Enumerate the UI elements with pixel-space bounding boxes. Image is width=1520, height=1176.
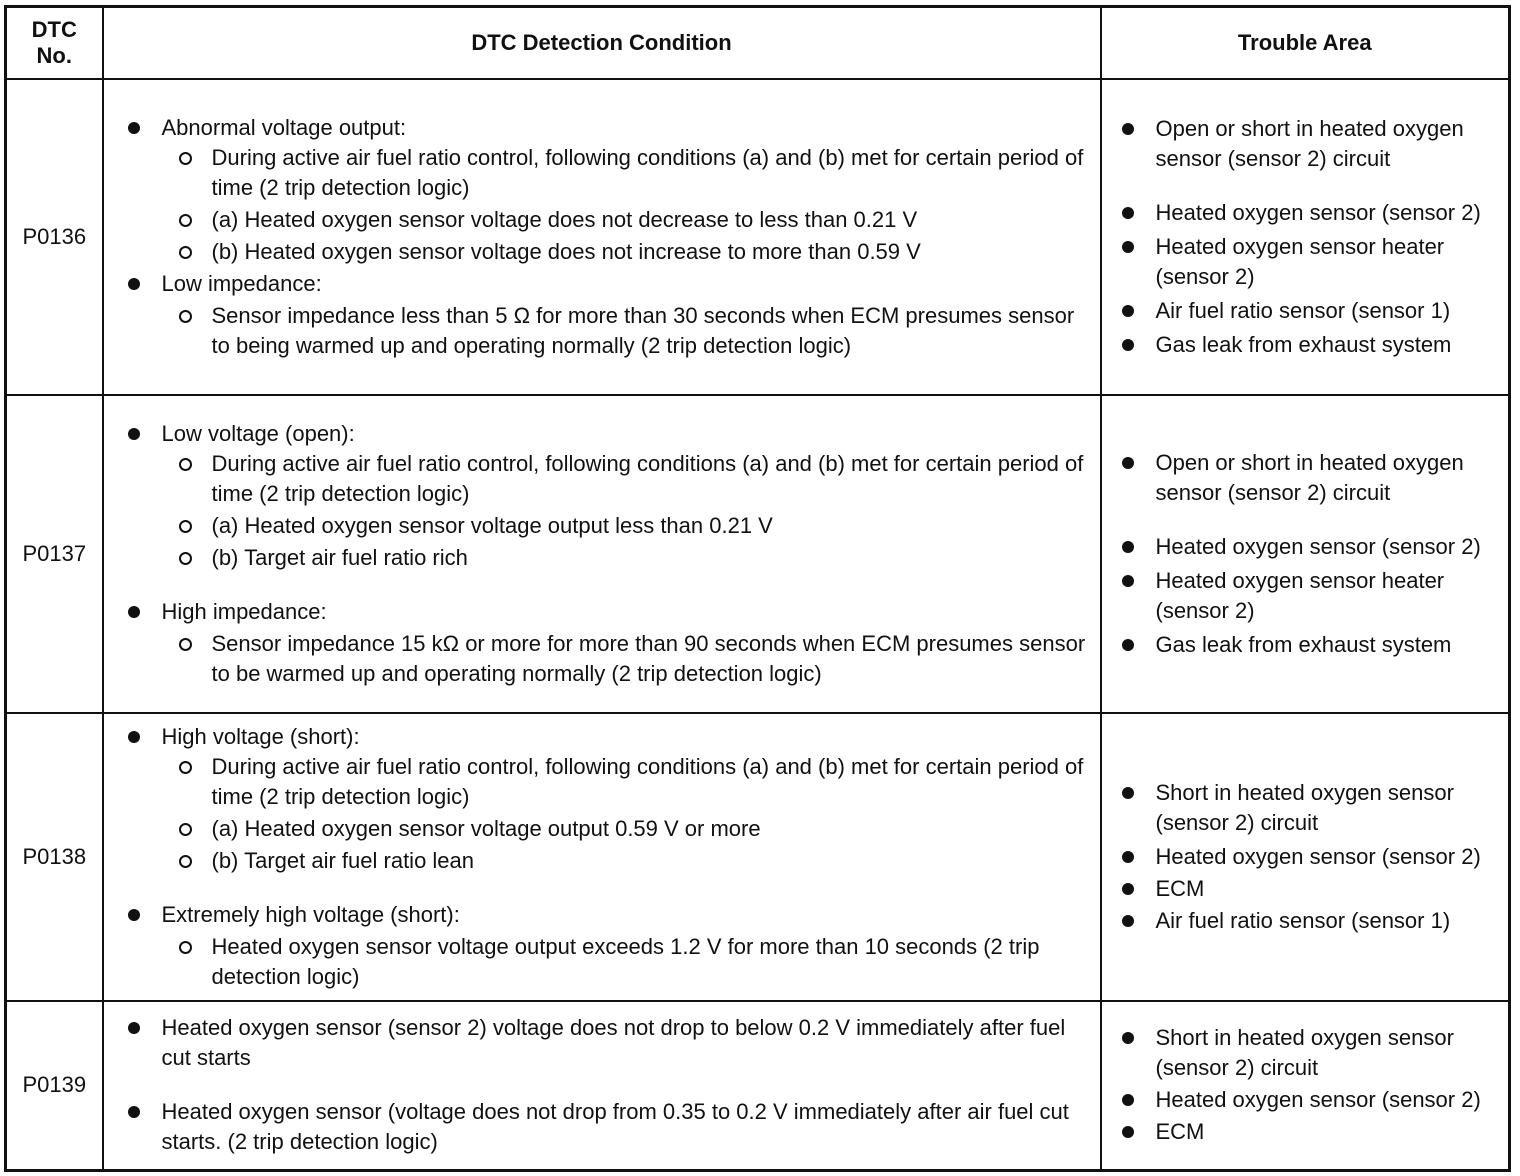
trouble-area-item: ECM <box>1122 1117 1503 1147</box>
dtc-code: P0139 <box>6 1001 103 1171</box>
condition-item: Extremely high voltage (short): <box>128 900 1094 930</box>
detection-condition-cell <box>103 395 1101 713</box>
trouble-area-item: ECM <box>1122 874 1503 904</box>
condition-subitem: (b) Target air fuel ratio lean <box>128 846 1094 876</box>
condition-subitem: (a) Heated oxygen sensor voltage output less than 0.21 V <box>128 511 1094 541</box>
header-detection-condition: DTC Detection Condition <box>103 7 1101 79</box>
condition-item: High impedance: <box>128 597 1094 627</box>
condition-item: Low voltage (open): <box>128 419 1094 449</box>
table-row <box>6 79 1510 395</box>
condition-subitem: (b) Heated oxygen sensor voltage does not increase to more than 0.59 V <box>128 237 1094 267</box>
dtc-code: P0138 <box>6 713 103 1001</box>
trouble-area-cell <box>1101 1001 1510 1171</box>
condition-subitem: Heated oxygen sensor voltage output exceeds 1.2 V for more than 10 seconds (2 trip detection logic) <box>128 932 1094 992</box>
dtc-code: P0136 <box>6 79 103 395</box>
condition-subitem: (a) Heated oxygen sensor voltage does not decrease to less than 0.21 V <box>128 205 1094 235</box>
condition-subitem: Sensor impedance less than 5 Ω for more than 30 seconds when ECM presumes sensor to being warmed up and operating normally (2 trip detection logic) <box>128 301 1094 361</box>
trouble-area-item: Heated oxygen sensor (sensor 2) <box>1122 1085 1503 1115</box>
trouble-area-item: Heated oxygen sensor heater (sensor 2) <box>1122 566 1503 626</box>
detection-condition-cell <box>103 713 1101 1001</box>
trouble-area-item: Air fuel ratio sensor (sensor 1) <box>1122 906 1503 936</box>
trouble-area-item: Heated oxygen sensor (sensor 2) <box>1122 198 1503 228</box>
trouble-area-cell <box>1101 395 1510 713</box>
trouble-area-item: Heated oxygen sensor (sensor 2) <box>1122 842 1503 872</box>
detection-condition-cell <box>103 79 1101 395</box>
detection-condition-cell <box>103 1001 1101 1171</box>
condition-subitem: During active air fuel ratio control, following conditions (a) and (b) met for certain period of time (2 trip detection logic) <box>128 449 1094 509</box>
table-row <box>6 1001 1510 1171</box>
trouble-area-item: Open or short in heated oxygen sensor (sensor 2) circuit <box>1122 114 1503 174</box>
table-row <box>6 713 1510 1001</box>
table-header-row <box>6 7 1510 79</box>
trouble-area-item: Short in heated oxygen sensor (sensor 2) circuit <box>1122 778 1503 838</box>
trouble-area-item: Heated oxygen sensor heater (sensor 2) <box>1122 232 1503 292</box>
condition-subitem: (b) Target air fuel ratio rich <box>128 543 1094 573</box>
condition-item: High voltage (short): <box>128 722 1094 752</box>
trouble-area-item: Gas leak from exhaust system <box>1122 630 1503 660</box>
trouble-area-cell <box>1101 713 1510 1001</box>
trouble-area-item: Heated oxygen sensor (sensor 2) <box>1122 532 1503 562</box>
condition-subitem: During active air fuel ratio control, following conditions (a) and (b) met for certain period of time (2 trip detection logic) <box>128 143 1094 203</box>
condition-item: Heated oxygen sensor (sensor 2) voltage does not drop to below 0.2 V immediately after fuel cut starts <box>128 1013 1094 1073</box>
header-trouble-area: Trouble Area <box>1101 7 1510 79</box>
dtc-code: P0137 <box>6 395 103 713</box>
trouble-area-cell <box>1101 79 1510 395</box>
trouble-area-item: Gas leak from exhaust system <box>1122 330 1503 360</box>
condition-item: Abnormal voltage output: <box>128 113 1094 143</box>
condition-subitem: During active air fuel ratio control, following conditions (a) and (b) met for certain period of time (2 trip detection logic) <box>128 752 1094 812</box>
trouble-area-item: Air fuel ratio sensor (sensor 1) <box>1122 296 1503 326</box>
dtc-table <box>4 5 1511 1172</box>
condition-subitem: (a) Heated oxygen sensor voltage output 0.59 V or more <box>128 814 1094 844</box>
trouble-area-item: Short in heated oxygen sensor (sensor 2) circuit <box>1122 1023 1503 1083</box>
trouble-area-item: Open or short in heated oxygen sensor (sensor 2) circuit <box>1122 448 1503 508</box>
table-row <box>6 395 1510 713</box>
condition-item: Heated oxygen sensor (voltage does not drop from 0.35 to 0.2 V immediately after air fuel cut starts. (2 trip detection logic) <box>128 1097 1094 1157</box>
header-dtc-no: DTC No. <box>6 7 103 79</box>
condition-item: Low impedance: <box>128 269 1094 299</box>
condition-subitem: Sensor impedance 15 kΩ or more for more than 90 seconds when ECM presumes sensor to be warmed up and operating normally (2 trip detection logic) <box>128 629 1094 689</box>
